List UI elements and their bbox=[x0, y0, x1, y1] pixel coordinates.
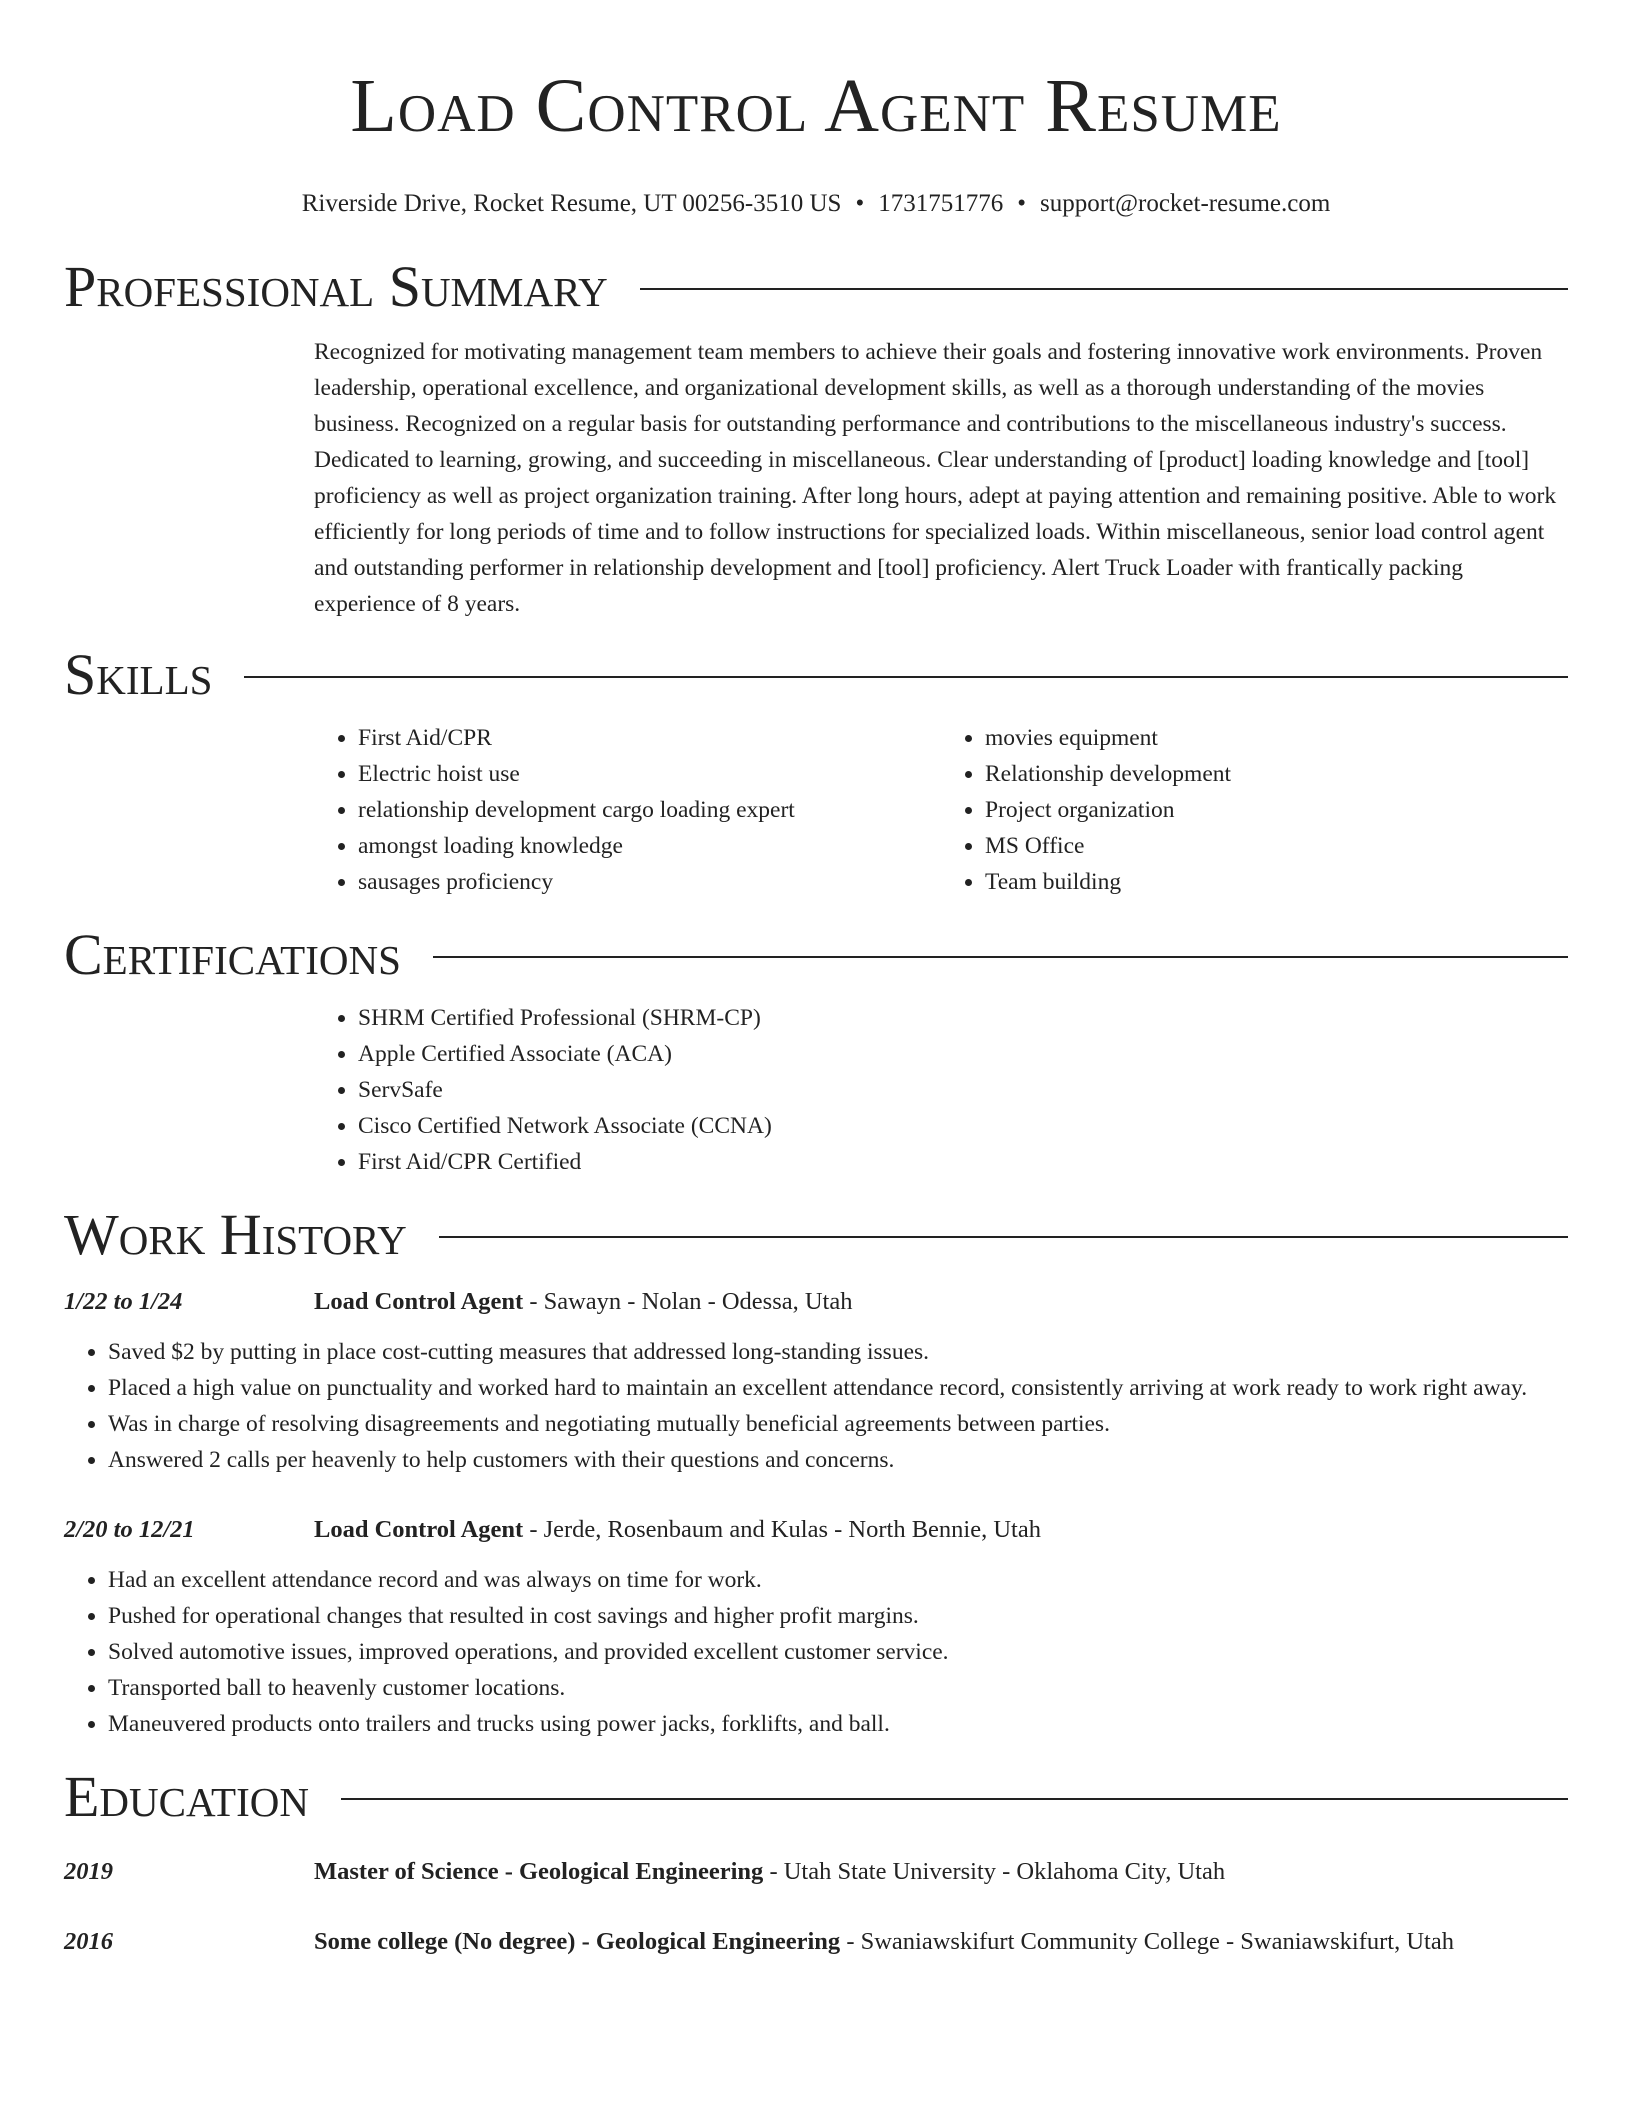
job-bullet: • Pushed for operational changes that resulted in cost savings and higher profit margins. bbox=[108, 1598, 1568, 1634]
job-bullet: • Maneuvered products onto trailers and trucks using power jacks, forklifts, and ball. bbox=[108, 1706, 1568, 1742]
section-divider bbox=[640, 288, 1568, 290]
summary-heading: Professional Summary bbox=[64, 254, 608, 319]
job-bullet: • Solved automotive issues, improved operations, and provided excellent customer service. bbox=[108, 1634, 1568, 1670]
summary-section-header bbox=[64, 252, 1568, 322]
skill-item: • First Aid/CPR bbox=[358, 720, 941, 756]
skills-column-right bbox=[941, 720, 1568, 900]
job-bullet: • Placed a high value on punctuality and worked hard to maintain an excellent attendance record, consistently arriving at work ready to work right away. bbox=[108, 1370, 1568, 1406]
education-entry bbox=[64, 1924, 1568, 1960]
contact-line bbox=[64, 188, 1568, 220]
job-bullet: • Answered 2 calls per heavenly to help customers with their questions and concerns. bbox=[108, 1442, 1568, 1478]
certification-item: • First Aid/CPR Certified bbox=[358, 1144, 1568, 1180]
job-header bbox=[64, 1512, 1568, 1548]
skills-list bbox=[314, 720, 1568, 900]
education-entry bbox=[64, 1854, 1568, 1890]
job-employer: - Sawayn - Nolan - Odessa, Utah bbox=[523, 1288, 853, 1315]
skills-heading: Skills bbox=[64, 642, 213, 707]
job-title: Load Control Agent bbox=[314, 1288, 524, 1315]
skill-item: • Electric hoist use bbox=[358, 756, 941, 792]
job-bullet: • Had an excellent attendance record and was always on time for work. bbox=[108, 1562, 1568, 1598]
skills-column-left bbox=[314, 720, 941, 900]
job-entry bbox=[64, 1284, 1568, 1478]
contact-email: support@rocket-resume.com bbox=[1039, 190, 1331, 217]
section-divider bbox=[341, 1798, 1568, 1800]
job-bullets bbox=[64, 1562, 1568, 1742]
certifications-section-header bbox=[64, 920, 1568, 990]
contact-separator: • bbox=[855, 190, 865, 217]
skill-item: • Project organization bbox=[985, 792, 1568, 828]
skills-section-header bbox=[64, 640, 1568, 710]
education-year: 2019 bbox=[64, 1858, 113, 1885]
skill-item: • movies equipment bbox=[985, 720, 1568, 756]
job-employer: - Jerde, Rosenbaum and Kulas - North Bennie, Utah bbox=[523, 1516, 1041, 1543]
education-heading: Education bbox=[64, 1764, 309, 1829]
certification-item: • SHRM Certified Professional (SHRM-CP) bbox=[358, 1000, 1568, 1036]
contact-address: Riverside Drive, Rocket Resume, UT 00256-3510 US bbox=[301, 190, 842, 217]
education-section-header bbox=[64, 1762, 1568, 1832]
education-year: 2016 bbox=[64, 1928, 113, 1955]
job-bullet: • Saved $2 by putting in place cost-cutting measures that addressed long-standing issues. bbox=[108, 1334, 1568, 1370]
skill-item: • sausages proficiency bbox=[358, 864, 941, 900]
job-entry bbox=[64, 1512, 1568, 1742]
resume-title: Load Control Agent Resume bbox=[350, 64, 1282, 148]
education-degree: Master of Science - Geological Engineering bbox=[314, 1858, 764, 1885]
job-dates: 1/22 to 1/24 bbox=[64, 1288, 183, 1315]
section-divider bbox=[439, 1236, 1568, 1238]
section-divider bbox=[244, 676, 1568, 678]
certification-item: • Apple Certified Associate (ACA) bbox=[358, 1036, 1568, 1072]
job-dates: 2/20 to 12/21 bbox=[64, 1516, 195, 1543]
certifications-heading: Certifications bbox=[64, 922, 401, 987]
work-section-header bbox=[64, 1200, 1568, 1270]
work-heading: Work History bbox=[64, 1202, 407, 1267]
skill-item: • MS Office bbox=[985, 828, 1568, 864]
skill-item: • relationship development cargo loading expert bbox=[358, 792, 941, 828]
skill-item: • amongst loading knowledge bbox=[358, 828, 941, 864]
contact-separator: • bbox=[1017, 190, 1026, 217]
education-school: - Swaniawskifurt Community College - Swaniawskifurt, Utah bbox=[840, 1928, 1454, 1955]
skill-item: • Team building bbox=[985, 864, 1568, 900]
certification-item: • ServSafe bbox=[358, 1072, 1568, 1108]
section-divider bbox=[433, 956, 1568, 958]
contact-phone: 1731751776 bbox=[878, 190, 1004, 217]
job-bullet: • Was in charge of resolving disagreements and negotiating mutually beneficial agreements between parties. bbox=[108, 1406, 1568, 1442]
job-header bbox=[64, 1284, 1568, 1320]
certifications-list bbox=[314, 1000, 1568, 1180]
job-bullet: • Transported ball to heavenly customer locations. bbox=[108, 1670, 1568, 1706]
education-degree: Some college (No degree) - Geological Engineering bbox=[314, 1928, 841, 1955]
skill-item: • Relationship development bbox=[985, 756, 1568, 792]
education-school: - Utah State University - Oklahoma City, Utah bbox=[763, 1858, 1226, 1885]
job-title: Load Control Agent bbox=[314, 1516, 524, 1543]
certifications-bullets bbox=[314, 1000, 1568, 1180]
job-bullets bbox=[64, 1334, 1568, 1478]
certification-item: • Cisco Certified Network Associate (CCNA) bbox=[358, 1108, 1568, 1144]
summary-text: Recognized for motivating management team members to achieve their goals and fostering innovative work environments. Proven leadership, operational excellence, and organizational development skills, as well as a thorough understanding of the movies business. Recognized on a regular basis for outstanding performance and contributions to the miscellaneous industry's success. Dedicated to learning, growing, and succeeding in miscellaneous. Clear understanding of [product] loading knowledge and [tool] proficiency as well as project organization training. After long hours, adept at paying attention and remaining positive. Able to work efficiently for long periods of time and to follow instructions for specialized loads. Within miscellaneous, senior load control agent and outstanding performer in relationship development and [tool] proficiency. Alert Truck Loader with frantically packing experience of 8 years. bbox=[314, 339, 1557, 617]
